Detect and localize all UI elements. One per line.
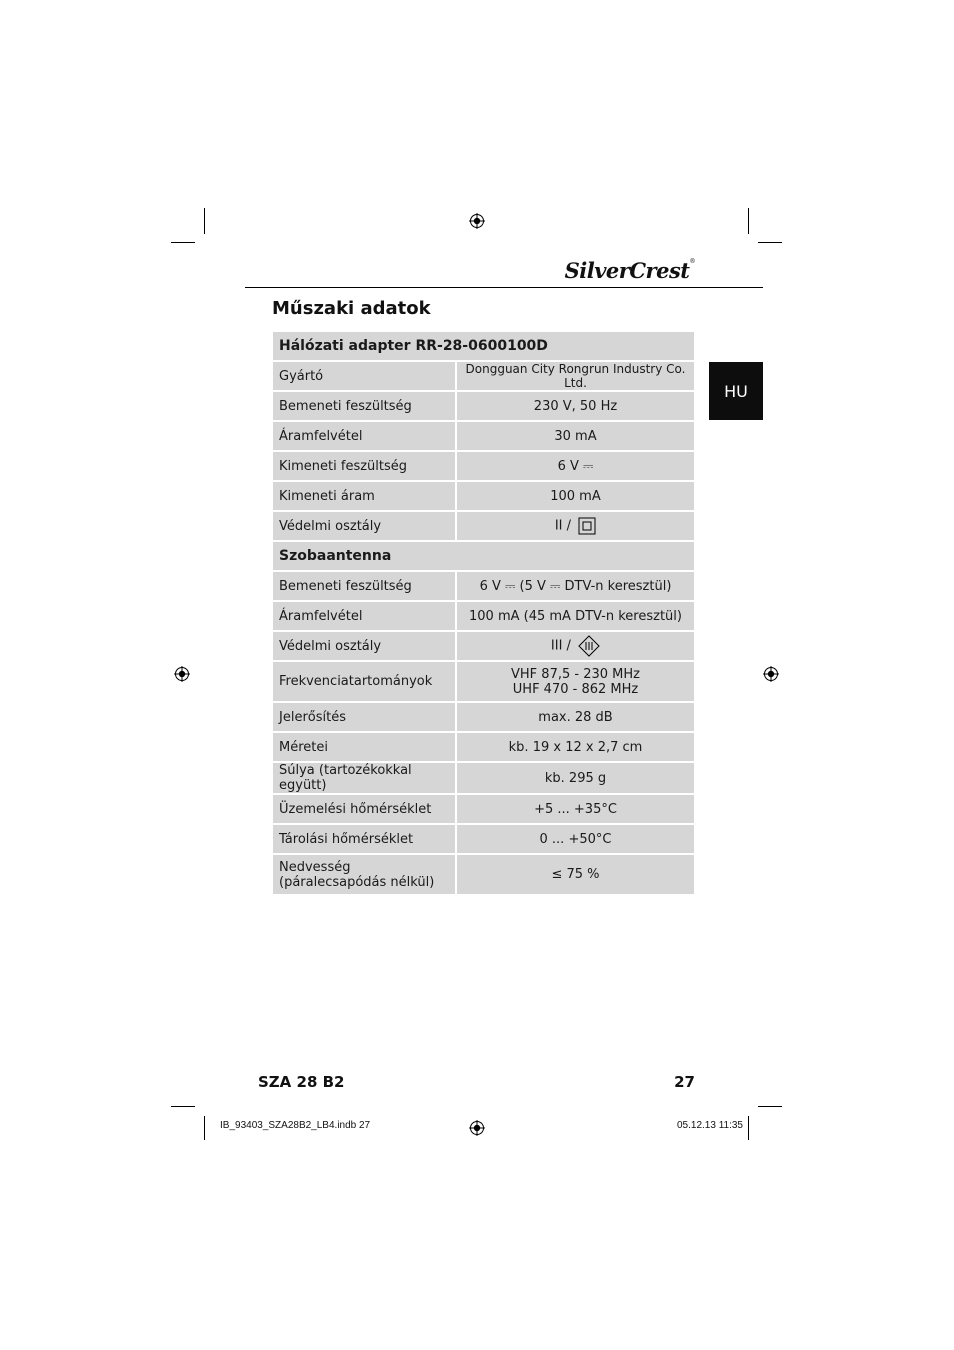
spec-label: Súlya (tartozékokkal együtt) (273, 763, 455, 795)
spec-value: 0 ... +50°C (455, 825, 694, 855)
header-rule (245, 287, 763, 288)
page-number: 27 (674, 1073, 695, 1091)
print-slug-file: IB_93403_SZA28B2_LB4.indb 27 (220, 1120, 371, 1131)
spec-value: 30 mA (455, 422, 694, 452)
protection-class-ii-icon (578, 517, 596, 535)
spec-value: 6 V ⎓ (5 V ⎓ DTV-n keresztül) (455, 572, 694, 602)
section-title: Hálózati adapter RR-28-0600100D (273, 332, 694, 362)
spec-value: 6 V ⎓ (455, 452, 694, 482)
spec-label: Védelmi osztály (273, 512, 455, 542)
table-row (273, 452, 694, 482)
crop-mark (171, 242, 195, 243)
section-title: Szobaantenna (273, 542, 694, 572)
spec-label: Frekvenciatartományok (273, 662, 455, 703)
section-header-antenna (273, 542, 694, 572)
spec-value: max. 28 dB (455, 703, 694, 733)
language-tab: HU (709, 362, 763, 420)
spec-value-text: III / (550, 638, 571, 654)
table-row (273, 662, 694, 703)
registration-mark-icon (469, 1120, 485, 1136)
protection-class-iii-icon (578, 635, 600, 657)
table-row (273, 763, 694, 795)
spec-value-line: UHF 470 - 862 MHz (512, 681, 639, 697)
spec-label: Üzemelési hőmérséklet (273, 795, 455, 825)
table-row (273, 703, 694, 733)
table-row (273, 733, 694, 763)
table-row (273, 482, 694, 512)
spec-label: Jelerősítés (273, 703, 455, 733)
crop-mark (204, 1116, 205, 1140)
spec-value (455, 512, 694, 542)
table-row (273, 362, 694, 392)
spec-value-line: VHF 87,5 - 230 MHz (511, 666, 640, 682)
spec-value-text: II / (554, 518, 572, 534)
spec-label: Áramfelvétel (273, 602, 455, 632)
table-row (273, 602, 694, 632)
spec-label: Gyártó (273, 362, 455, 392)
crop-mark (748, 1116, 749, 1140)
crop-mark (758, 1106, 782, 1107)
spec-value (455, 632, 694, 662)
spec-value: 230 V, 50 Hz (455, 392, 694, 422)
crop-mark (171, 1106, 195, 1107)
spec-value: kb. 295 g (455, 763, 694, 795)
spec-label (273, 855, 455, 896)
spec-value: 100 mA (45 mA DTV-n keresztül) (455, 602, 694, 632)
spec-label: Kimeneti áram (273, 482, 455, 512)
spec-value: kb. 19 x 12 x 2,7 cm (455, 733, 694, 763)
table-row (273, 422, 694, 452)
spec-label: Tárolási hőmérséklet (273, 825, 455, 855)
section-header-adapter (273, 332, 694, 362)
spec-label: Áramfelvétel (273, 422, 455, 452)
spec-value: ≤ 75 % (455, 855, 694, 896)
spec-label: Bemeneti feszültség (273, 392, 455, 422)
spec-label-line: Nedvesség (279, 859, 351, 875)
table-row (273, 795, 694, 825)
spec-value: 100 mA (455, 482, 694, 512)
spec-value: Dongguan City Rongrun Industry Co. Ltd. (455, 362, 694, 392)
crop-mark (748, 208, 749, 234)
registration-mark-icon (469, 213, 485, 229)
table-row (273, 392, 694, 422)
spec-label: Bemeneti feszültség (273, 572, 455, 602)
brand-logo: SilverCrest® (564, 258, 695, 283)
print-slug-date: 05.12.13 11:35 (677, 1120, 743, 1131)
page-title: Műszaki adatok (272, 298, 431, 319)
table-row (273, 855, 694, 896)
footer-model: SZA 28 B2 (258, 1073, 345, 1091)
table-row (273, 632, 694, 662)
table-row (273, 512, 694, 542)
registration-mark-icon (174, 666, 190, 682)
crop-mark (204, 208, 205, 234)
spec-label: Kimeneti feszültség (273, 452, 455, 482)
spec-label: Méretei (273, 733, 455, 763)
registration-mark-icon (763, 666, 779, 682)
spec-label-line: (páralecsapódás nélkül) (279, 874, 435, 890)
spec-value: +5 ... +35°C (455, 795, 694, 825)
spec-value (455, 662, 694, 703)
spec-label: Védelmi osztály (273, 632, 455, 662)
crop-mark (758, 242, 782, 243)
spec-table (273, 332, 694, 896)
table-row (273, 572, 694, 602)
table-row (273, 825, 694, 855)
